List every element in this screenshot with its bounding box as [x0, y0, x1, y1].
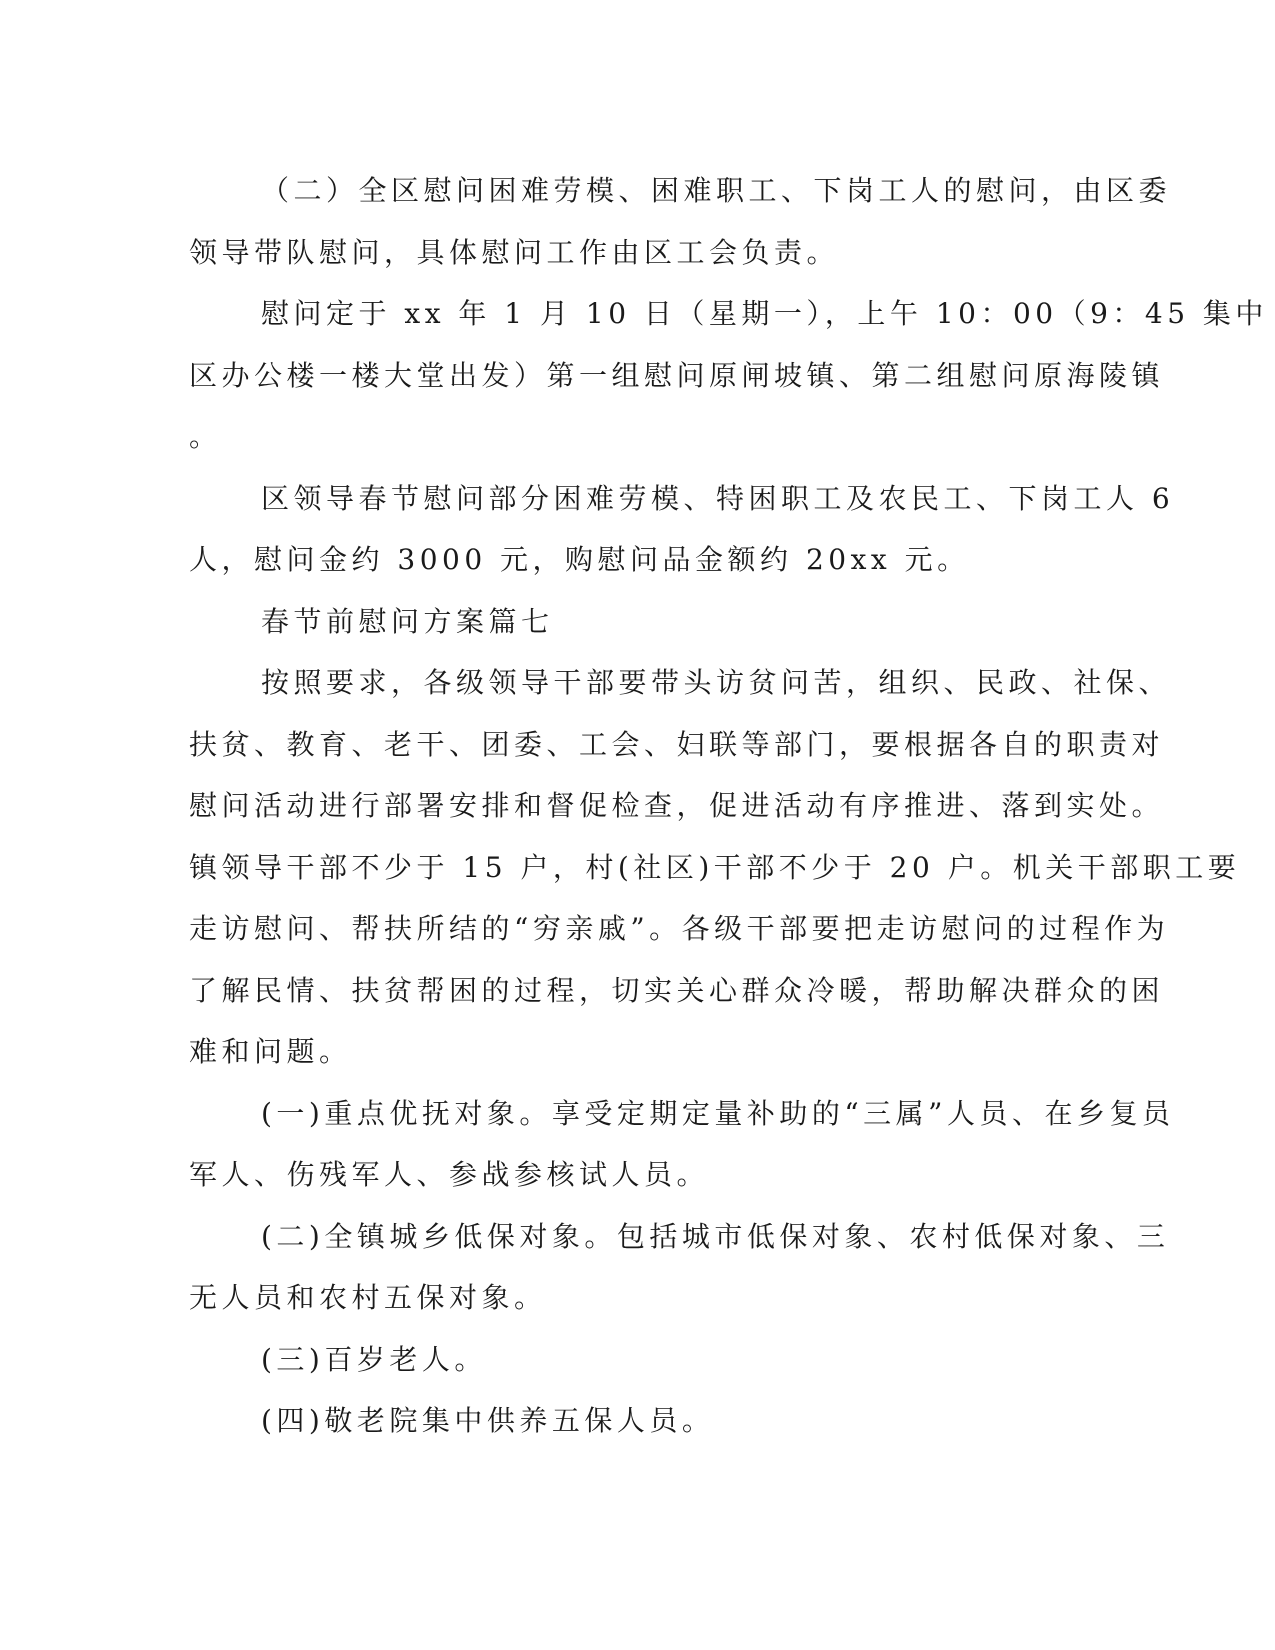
text-line: 走访慰问、帮扶所结的“穷亲戚”。各级干部要把走访慰问的过程作为 — [189, 912, 1170, 945]
text-line: (三)百岁老人。 — [261, 1342, 487, 1376]
text-line: 军人、伤残军人、参战参核试人员。 — [189, 1158, 710, 1191]
paragraph-1 — [189, 160, 1172, 283]
text-line: 镇领导干部不少于 15 户，村(社区)干部不少于 20 户。机关干部职工要 — [189, 850, 1241, 884]
text-line: 。 — [189, 420, 222, 453]
text-line: 区领导春节慰问部分困难劳模、特困职工及农民工、下岗工人 6 — [261, 481, 1175, 515]
text-line: (四)敬老院集中供养五保人员。 — [261, 1404, 715, 1437]
text-line: 按照要求，各级领导干部要带头访贫问苦，组织、民政、社保、 — [261, 666, 1172, 699]
list-item-2 — [189, 1206, 1170, 1329]
text-line: (二)全镇城乡低保对象。包括城市低保对象、农村低保对象、三 — [261, 1219, 1170, 1253]
text-line: 慰问定于 xx 年 1 月 10 日（星期一），上午 10：00（9：45 集中 — [261, 297, 1268, 330]
document-body — [189, 160, 1268, 1452]
text-line: 人，慰问金约 3000 元，购慰问品金额约 20xx 元。 — [189, 543, 970, 576]
heading-text: 春节前慰问方案篇七 — [261, 604, 554, 638]
text-line: （二）全区慰问困难劳模、困难职工、下岗工人的慰问，由区委 — [261, 174, 1172, 207]
list-item-1 — [189, 1083, 1175, 1206]
text-line: 了解民情、扶贫帮困的过程，切实关心群众冷暖，帮助解决群众的困 — [189, 973, 1165, 1007]
list-item-4 — [189, 1390, 1079, 1452]
list-item-3 — [189, 1329, 1079, 1391]
text-line: 慰问活动进行部署安排和督促检查，促进活动有序推进、落到实处。 — [189, 789, 1165, 822]
section-heading — [189, 591, 1079, 653]
text-line: (一)重点优抚对象。享受定期定量补助的“三属”人员、在乡复员 — [261, 1096, 1175, 1130]
text-line: 区办公楼一楼大堂出发）第一组慰问原闸坡镇、第二组慰问原海陵镇 — [189, 358, 1165, 392]
paragraph-5 — [189, 652, 1241, 1083]
paragraph-3 — [189, 468, 1175, 591]
text-line: 扶贫、教育、老干、团委、工会、妇联等部门，要根据各自的职责对 — [189, 727, 1165, 761]
paragraph-2 — [189, 283, 1268, 468]
text-line: 无人员和农村五保对象。 — [189, 1281, 547, 1314]
text-line: 难和问题。 — [189, 1035, 352, 1068]
text-line: 领导带队慰问，具体慰问工作由区工会负责。 — [189, 235, 840, 269]
